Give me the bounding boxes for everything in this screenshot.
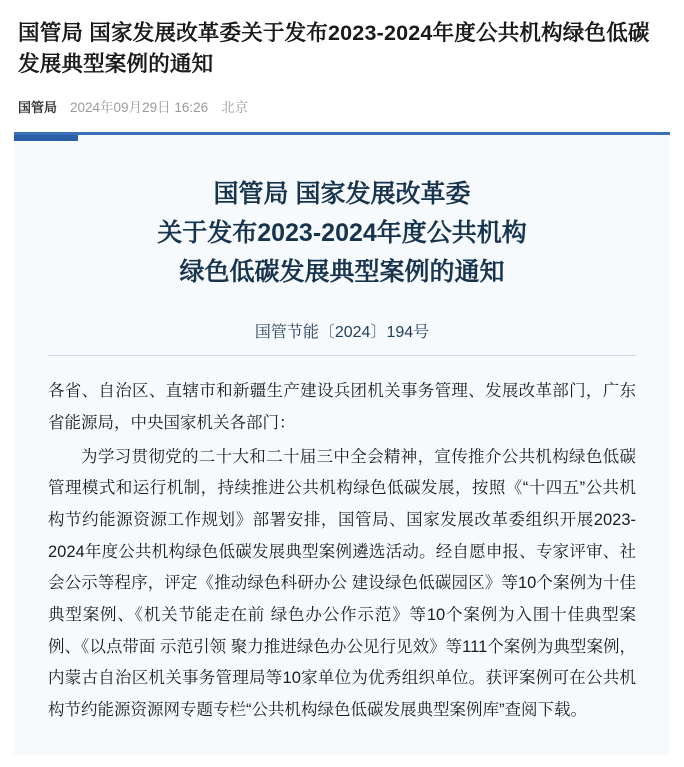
document-title-line-3: 绿色低碳发展典型案例的通知 [179,257,505,286]
meta-date: 2024年09月29日 16:26 [70,100,209,116]
meta-place: 北京 [221,100,249,116]
document-title-line-2: 关于发布2023-2024年度公共机构 [157,218,527,247]
document-text [48,376,636,726]
document-card [14,132,670,755]
meta-source: 国管局 [18,99,58,115]
page-header [0,0,684,116]
paragraph-salutation: 各省、自治区、直辖市和新疆生产建设兵团机关事务管理、发展改革部门，广东省能源局，中央国家机关各部门： [48,382,636,432]
document-title [48,175,636,291]
paragraph-main: 为学习贯彻党的二十大和二十届三中全会精神，宣传推介公共机构绿色低碳管理模式和运行机制，持续推进公共机构绿色低碳发展，按照《“十四五”公共机构节约能源资源工作规划》部署安排，国管局、国家发展改革委组织开展2023-2024年度公共机构绿色低碳发展典型案例遴选活动。经自愿申报、专家评审、社会公示等程序，评定《推动绿色科研办公 建设绿色低碳园区》等10个案例为十佳典型案例、《机关节能走在前 绿色办公作示范》等10个案例为入围十佳典型案例、《以点带面 示范引领 聚力推进绿色办公见行见效》等111个案例为典型案例，内蒙古自治区机关事务管理局等10家单位为优秀组织单位。获评案例可在公共机构节约能源资源网专题专栏“公共机构绿色低碳发展典型案例库”查阅下载。 [48,447,636,719]
article-meta [18,96,666,116]
document-body-wrapper [14,135,670,727]
page-title: 国管局 国家发展改革委关于发布2023-2024年度公共机构绿色低碳发展典型案例的通知 [18,21,650,76]
document-title-line-1: 国管局 国家发展改革委 [213,180,471,209]
document-number: 国管节能〔2024〕194号 [48,319,636,356]
accent-bar [14,135,78,141]
